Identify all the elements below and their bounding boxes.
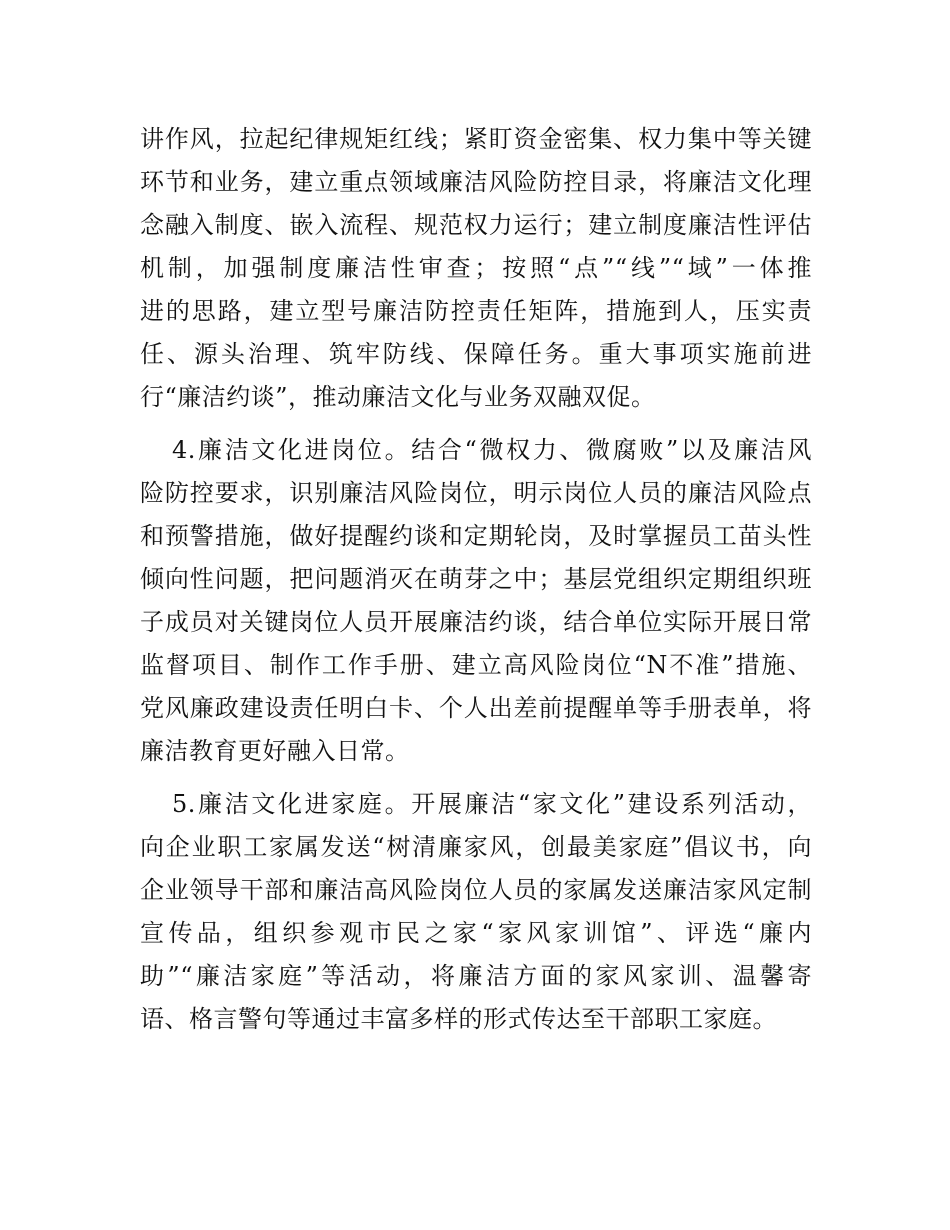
text-line: 险防控要求，识别廉洁风险岗位，明示岗位人员的廉洁风险点 bbox=[140, 479, 812, 507]
text-line: 进的思路，建立型号廉洁防控责任矩阵，措施到人，压实责 bbox=[140, 297, 812, 325]
text-line: 5.廉洁文化进家庭。开展廉洁“家文化”建设系列活动， bbox=[172, 790, 812, 818]
text-line: 机制，加强制度廉洁性审查；按照“点”“线”“域”一体推 bbox=[140, 254, 812, 282]
text-line: 讲作风，拉起纪律规矩红线；紧盯资金密集、权力集中等关键 bbox=[140, 125, 812, 153]
text-line: 向企业职工家属发送“树清廉家风，创最美家庭”倡议书，向 bbox=[140, 833, 812, 861]
text-line: 廉洁教育更好融入日常。 bbox=[140, 737, 410, 765]
text-line: 企业领导干部和廉洁高风险岗位人员的家属发送廉洁家风定制 bbox=[140, 876, 812, 904]
text-line: 子成员对关键岗位人员开展廉洁约谈，结合单位实际开展日常 bbox=[140, 608, 812, 636]
text-line: 和预警措施，做好提醒约谈和定期轮岗，及时掌握员工苗头性 bbox=[140, 522, 812, 550]
paragraph-1 bbox=[140, 118, 812, 419]
text-line: 党风廉政建设责任明白卡、个人出差前提醒单等手册表单，将 bbox=[140, 694, 812, 722]
paragraph-3 bbox=[140, 783, 812, 1041]
text-line: 行“廉洁约谈”，推动廉洁文化与业务双融双促。 bbox=[140, 383, 656, 411]
text-line: 4.廉洁文化进岗位。结合“微权力、微腐败”以及廉洁风 bbox=[172, 436, 812, 464]
text-line: 环节和业务，建立重点领域廉洁风险防控目录，将廉洁文化理 bbox=[140, 168, 812, 196]
text-line: 念融入制度、嵌入流程、规范权力运行；建立制度廉洁性评估 bbox=[140, 211, 812, 239]
text-line: 助”“廉洁家庭”等活动，将廉洁方面的家风家训、温馨寄 bbox=[140, 962, 812, 990]
text-line: 宣传品，组织参观市民之家“家风家训馆”、评选“廉内 bbox=[140, 919, 812, 947]
text-line: 倾向性问题，把问题消灭在萌芽之中；基层党组织定期组织班 bbox=[140, 565, 812, 593]
text-line: 监督项目、制作工作手册、建立高风险岗位“N不准”措施、 bbox=[140, 651, 812, 679]
paragraph-2 bbox=[140, 429, 812, 773]
text-line: 语、格言警句等通过丰富多样的形式传达至干部职工家庭。 bbox=[140, 1005, 777, 1033]
text-line: 任、源头治理、筑牢防线、保障任务。重大事项实施前进 bbox=[140, 340, 812, 368]
document-body bbox=[140, 118, 812, 1051]
